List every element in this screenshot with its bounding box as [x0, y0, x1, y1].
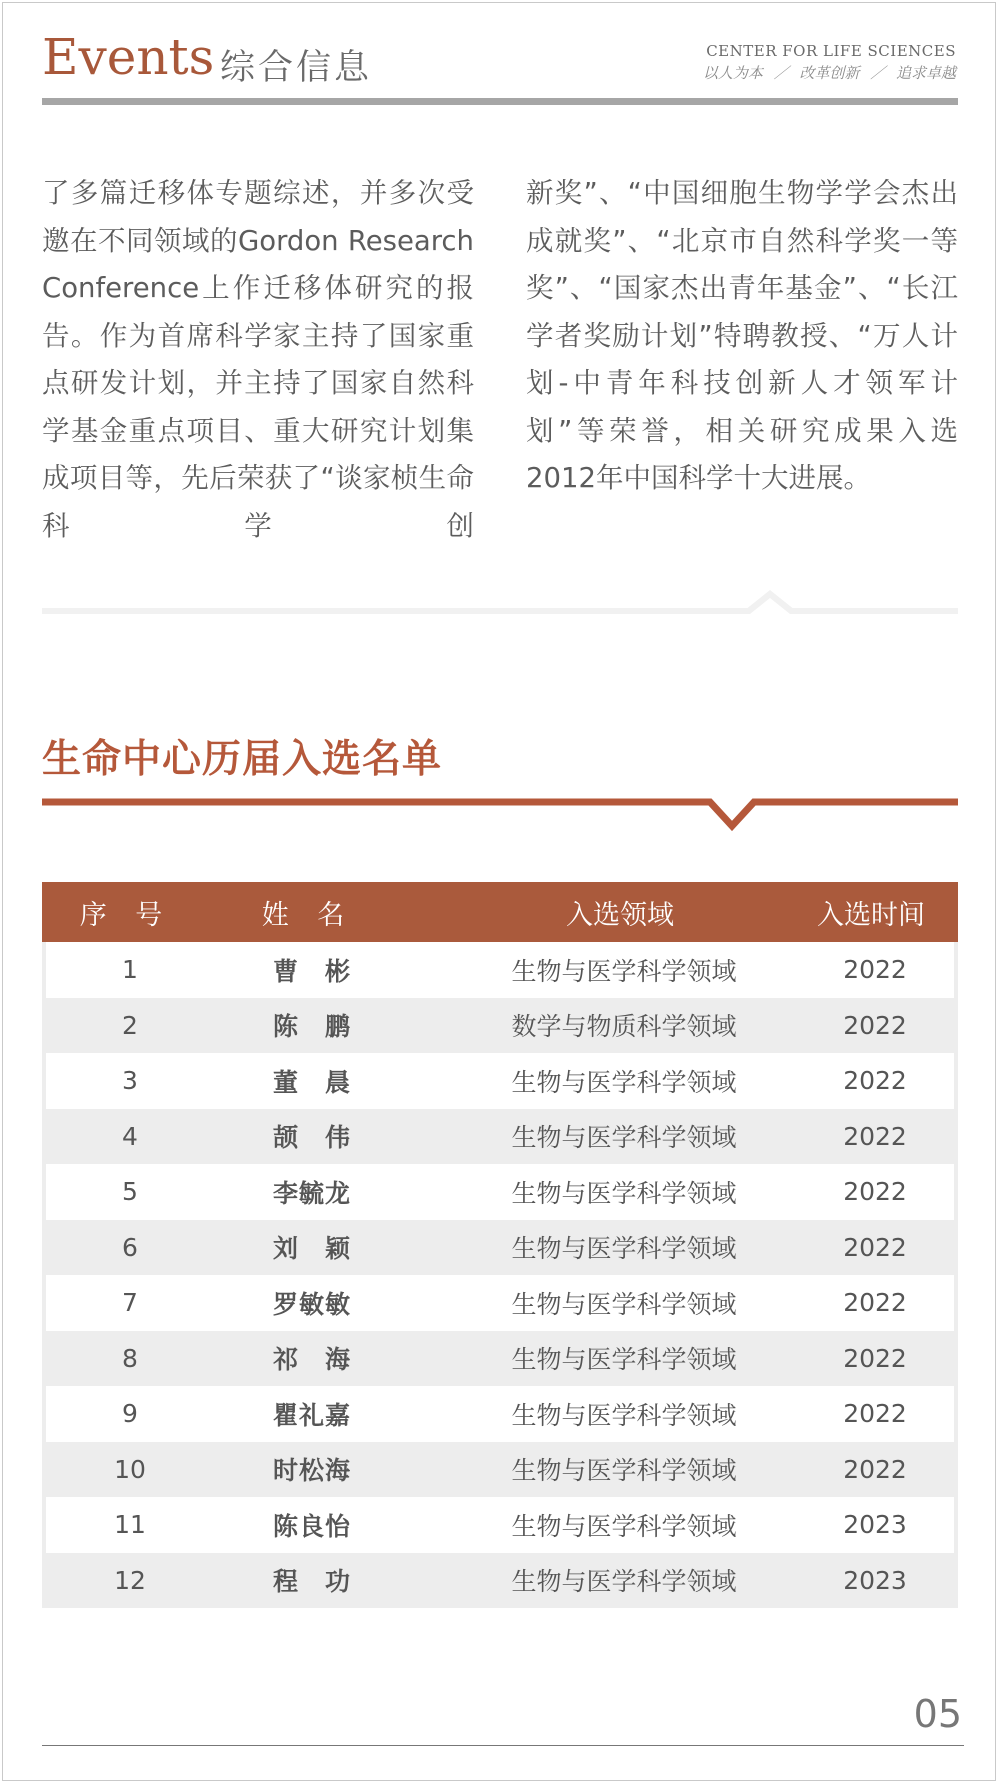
cell-index: 9 [122, 1399, 138, 1429]
header-field: 入选领域 [566, 899, 674, 931]
cell-name: 时松海 [272, 1456, 351, 1486]
table-row [42, 1442, 958, 1498]
cell-name: 李毓龙 [272, 1178, 351, 1208]
cell-year: 2022 [843, 1177, 907, 1207]
cell-year: 2022 [843, 1288, 907, 1318]
header-org-name: CENTER FOR LIFE SCIENCES [706, 42, 956, 60]
cell-name: 董 晨 [272, 1067, 351, 1097]
cell-field: 生物与医学科学领域 [511, 1289, 737, 1319]
cell-index: 3 [122, 1066, 138, 1096]
cell-index: 2 [122, 1010, 138, 1040]
cell-field: 生物与医学科学领域 [511, 1067, 737, 1097]
divider-notch-icon [740, 588, 800, 614]
table-row [42, 1553, 958, 1608]
section-title-rule [42, 796, 958, 832]
cell-index: 11 [114, 1510, 146, 1540]
cell-year: 2022 [843, 1343, 907, 1373]
cell-index: 7 [122, 1288, 138, 1318]
section-title: 生命中心历届入选名单 [42, 737, 443, 782]
header-title-cn: 综合信息 [220, 48, 373, 88]
cell-name: 罗敏敏 [272, 1289, 351, 1319]
cell-name: 曹 彬 [272, 956, 351, 986]
cell-index: 1 [122, 955, 138, 985]
cell-year: 2022 [843, 955, 907, 985]
header-title-en: Events [42, 28, 215, 86]
cell-index: 5 [122, 1177, 138, 1207]
table-row [42, 1164, 958, 1220]
table-row [42, 1109, 958, 1165]
cell-field: 生物与医学科学领域 [511, 1234, 737, 1264]
page-number: 05 [913, 1692, 962, 1736]
article-left-column: 了多篇迁移体专题综述，并多次受邀在不同领域的Gordon Research Conference上作迁移体研究的报告。作为首席科学家主持了国家重点研发计划，并主持了国家自然科学基金重点项目、重大研究计划集成项目等，先后荣获了“谈家桢生命科学创 [42, 177, 474, 542]
selection-table [42, 882, 958, 1608]
cell-year: 2022 [843, 1121, 907, 1151]
cell-name: 程 功 [272, 1567, 351, 1596]
cell-year: 2022 [843, 1232, 907, 1262]
cell-name: 祁 海 [272, 1345, 351, 1375]
table-body [42, 942, 958, 1608]
table-row [42, 998, 958, 1054]
footer-rule [42, 1745, 964, 1746]
cell-index: 10 [114, 1454, 146, 1484]
cell-year: 2023 [843, 1565, 907, 1595]
section-divider [42, 608, 958, 614]
cell-index: 8 [122, 1343, 138, 1373]
cell-field: 生物与医学科学领域 [511, 956, 737, 986]
cell-field: 生物与医学科学领域 [511, 1400, 737, 1430]
cell-field: 生物与医学科学领域 [511, 1123, 737, 1153]
header-index: 序 号 [79, 899, 173, 931]
cell-index: 6 [122, 1232, 138, 1262]
cell-year: 2022 [843, 1010, 907, 1040]
cell-year: 2022 [843, 1066, 907, 1096]
cell-field: 数学与物质科学领域 [511, 1012, 737, 1042]
header-name: 姓 名 [261, 899, 355, 931]
cell-year: 2022 [843, 1454, 907, 1484]
cell-field: 生物与医学科学领域 [511, 1567, 737, 1596]
cell-index: 12 [114, 1565, 146, 1595]
header-motto: 以人为本 ／ 改革创新 ／ 追求卓越 [702, 64, 956, 82]
cell-field: 生物与医学科学领域 [511, 1456, 737, 1486]
table-row [42, 942, 958, 998]
table-row [42, 1275, 958, 1331]
cell-name: 颉 伟 [272, 1123, 351, 1153]
cell-name: 陈良怡 [272, 1511, 351, 1541]
cell-name: 陈 鹏 [272, 1012, 351, 1042]
cell-index: 4 [122, 1121, 138, 1151]
cell-name: 刘 颖 [272, 1234, 351, 1264]
cell-year: 2023 [843, 1510, 907, 1540]
table-row [42, 1331, 958, 1387]
cell-field: 生物与医学科学领域 [511, 1345, 737, 1375]
header-rule [42, 98, 958, 105]
table-row [42, 1386, 958, 1442]
header-year: 入选时间 [817, 899, 925, 931]
cell-field: 生物与医学科学领域 [511, 1511, 737, 1541]
cell-field: 生物与医学科学领域 [511, 1178, 737, 1208]
table-header-row [42, 882, 958, 942]
table-row [42, 1220, 958, 1276]
article-right-column: 新奖”、“中国细胞生物学学会杰出成就奖”、“北京市自然科学奖一等奖”、“国家杰出青年基金”、“长江学者奖励计划”特聘教授、“万人计划-中青年科技创新人才领军计划”等荣誉，相关研究成果入选2012年中国科学十大进展。 [526, 177, 958, 494]
cell-name: 瞿礼嘉 [272, 1400, 351, 1430]
table-row [42, 1053, 958, 1109]
cell-year: 2022 [843, 1399, 907, 1429]
table-row [42, 1497, 958, 1553]
